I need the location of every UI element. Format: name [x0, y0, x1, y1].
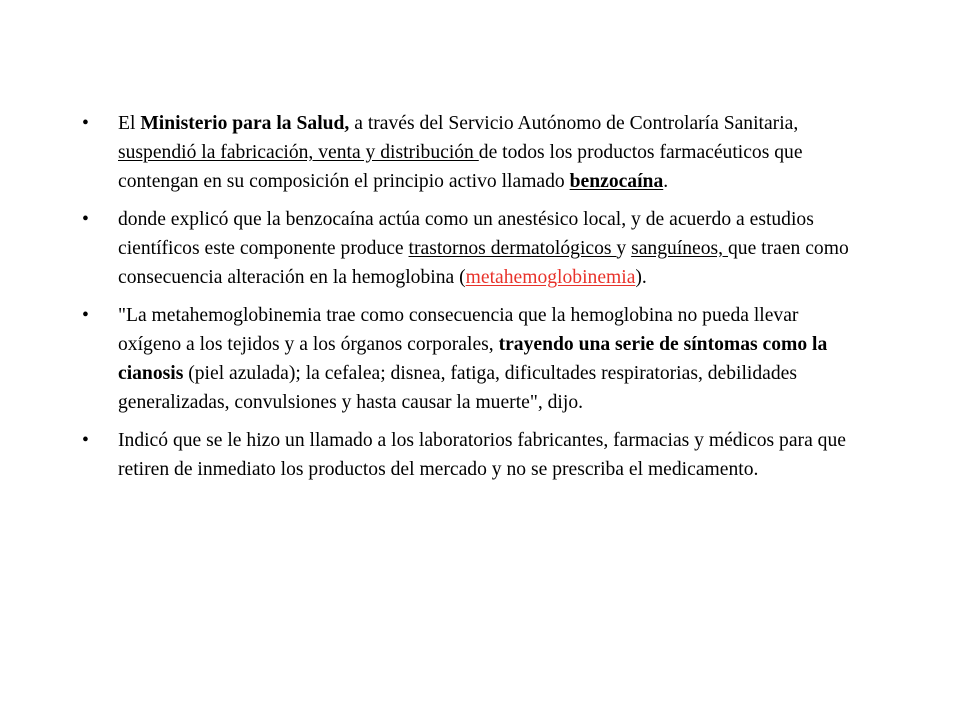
text: ). [635, 267, 647, 288]
bullet-icon: • [82, 430, 89, 451]
underlined-bold-text: benzocaína [569, 171, 664, 192]
text: de todos los productos farmacéuticos que contengan en su composición el principio activo llamado [118, 142, 803, 192]
text: (piel azulada); la cefalea; disnea, fatiga, dificultades respiratorias, debilidades generalizadas, convulsiones y hasta causar la muerte", dijo. [118, 363, 797, 413]
bullet-list [82, 109, 862, 493]
underlined-text: suspendió la fabricación, venta y distribución [118, 142, 479, 163]
bullet-icon: • [82, 113, 89, 134]
text: donde explicó que la benzocaína actúa como un anestésico local, y de acuerdo a estudios científicos este componente produce [118, 209, 814, 259]
text: a través del Servicio Autónomo de Controlaría Sanitaria, [349, 113, 799, 134]
bullet-icon: • [82, 305, 89, 326]
bold-text: trayendo una serie de síntomas como la cianosis [118, 334, 828, 384]
text: . [663, 171, 669, 192]
bullet-item-benzocaina [82, 205, 862, 292]
underlined-text: sanguíneos, [631, 238, 728, 259]
text: que traen como consecuencia alteración en la hemoglobina ( [118, 238, 849, 288]
bullet-icon: • [82, 209, 89, 230]
bold-text: Ministerio para la Salud, [140, 113, 350, 134]
text: y [616, 238, 632, 259]
text: "La metahemoglobinemia trae como consecuencia que la hemoglobina no pueda llevar oxígeno a los tejidos y a los órganos corporales, [118, 305, 799, 355]
bullet-item-metahemoglobinemia [82, 301, 862, 417]
bullet-item-ministerio [82, 109, 862, 196]
text: El [118, 113, 141, 134]
metahemoglobinemia-link[interactable]: metahemoglobinemia [465, 267, 636, 288]
bullet-item-llamado [82, 426, 862, 484]
underlined-text: trastornos dermatológicos [408, 238, 617, 259]
text: Indicó que se le hizo un llamado a los laboratorios fabricantes, farmacias y médicos para que retiren de inmediato los productos del mercado y no se prescriba el medicamento. [118, 430, 846, 480]
